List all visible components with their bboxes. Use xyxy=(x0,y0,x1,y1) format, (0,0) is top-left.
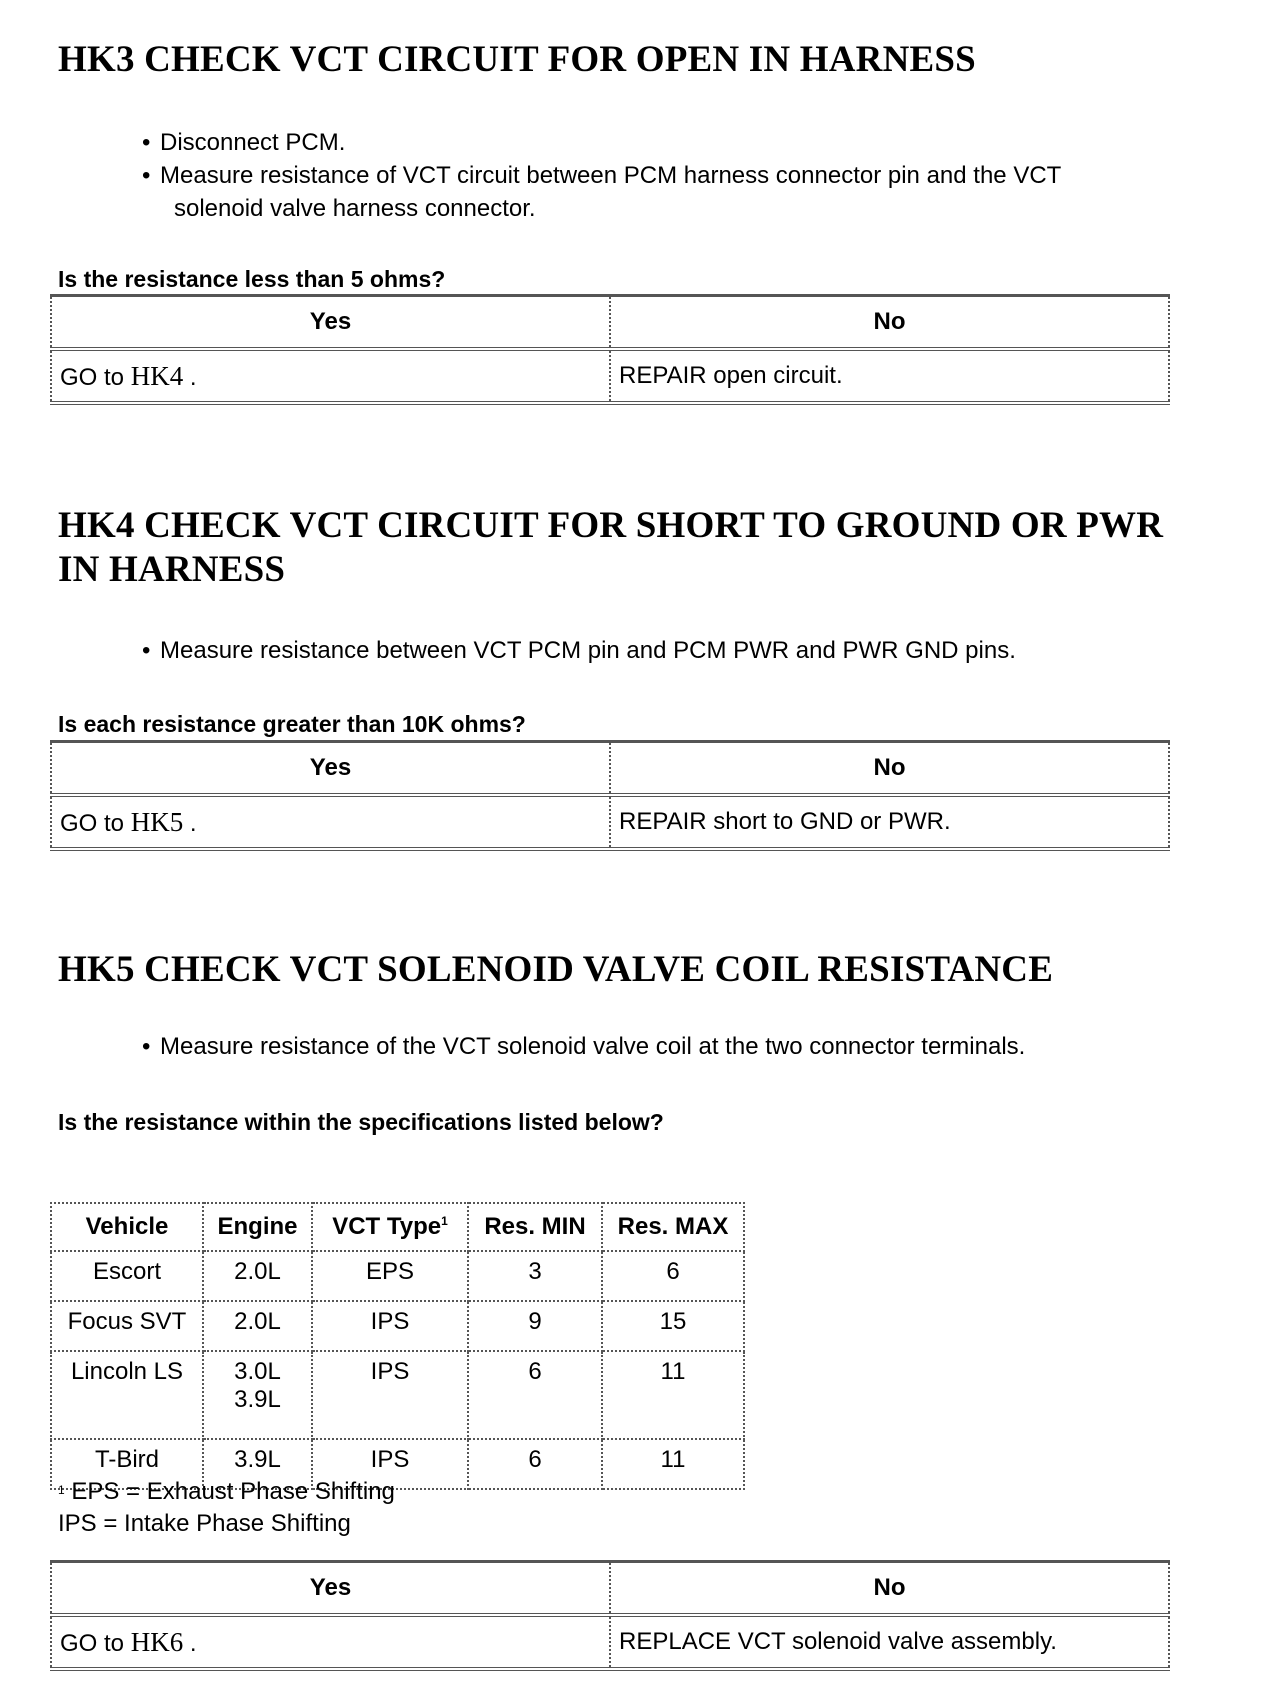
hk3-yes-header: Yes xyxy=(51,296,610,350)
hk5-link[interactable]: HK5 xyxy=(130,806,184,837)
hk4-decision-table xyxy=(50,740,1170,851)
footnote-line-1 xyxy=(58,1476,395,1508)
spec-res-min: 3 xyxy=(468,1251,602,1301)
hk5-yes-suffix: . xyxy=(189,1629,197,1657)
footnote-line-2: IPS = Intake Phase Shifting xyxy=(58,1510,351,1537)
spec-vct-type: IPS xyxy=(312,1351,468,1439)
hk5-no-header: No xyxy=(610,1562,1169,1616)
spec-vehicle: Escort xyxy=(51,1251,203,1301)
hk4-heading-line1: HK4 CHECK VCT CIRCUIT FOR SHORT TO GROUND OR PWR xyxy=(58,505,1164,546)
hk3-no-cell: REPAIR open circuit. xyxy=(610,349,1169,403)
hk3-step-2-line1: Measure resistance of VCT circuit between PCM harness connector pin and the VCT xyxy=(160,162,1062,189)
spec-row-focus-svt xyxy=(51,1301,744,1351)
spec-header-res-min: Res. MIN xyxy=(468,1203,602,1251)
hk4-yes-prefix: GO to xyxy=(60,809,125,837)
hk5-heading: HK5 CHECK VCT SOLENOID VALVE COIL RESISTANCE xyxy=(58,949,1054,990)
spec-engine-line1: 3.0L xyxy=(234,1358,281,1385)
spec-vct-type: IPS xyxy=(312,1439,468,1489)
spec-footnote xyxy=(58,1476,395,1540)
spec-header-vct-type xyxy=(312,1203,468,1251)
hk4-steps xyxy=(142,634,1016,667)
hk4-question: Is each resistance greater than 10K ohms? xyxy=(58,711,526,737)
hk6-link[interactable]: HK6 xyxy=(130,1626,184,1657)
spec-vct-type: EPS xyxy=(312,1251,468,1301)
spec-res-min: 6 xyxy=(468,1351,602,1439)
spec-res-max: 15 xyxy=(602,1301,744,1351)
spec-engine: 2.0L xyxy=(203,1301,312,1351)
hk5-no-cell: REPLACE VCT solenoid valve assembly. xyxy=(610,1615,1169,1669)
spec-res-min: 9 xyxy=(468,1301,602,1351)
footnote-eps: EPS = Exhaust Phase Shifting xyxy=(71,1478,395,1505)
hk3-steps xyxy=(142,126,1061,225)
spec-engine: 3.9L xyxy=(203,1439,312,1489)
hk4-no-cell: REPAIR short to GND or PWR. xyxy=(610,795,1169,849)
hk4-heading-line2: IN HARNESS xyxy=(58,549,286,590)
spec-header-engine: Engine xyxy=(203,1203,312,1251)
hk4-step-1: • Measure resistance between VCT PCM pin and PCM PWR and PWR GND pins. xyxy=(142,634,1016,667)
spec-header-res-max: Res. MAX xyxy=(602,1203,744,1251)
hk5-step-1: • Measure resistance of the VCT solenoid valve coil at the two connector terminals. xyxy=(142,1030,1025,1063)
spec-vehicle: T-Bird xyxy=(51,1439,203,1489)
hk3-decision-table xyxy=(50,294,1170,405)
hk5-steps xyxy=(142,1030,1025,1063)
hk3-heading: HK3 CHECK VCT CIRCUIT FOR OPEN IN HARNESS xyxy=(58,39,976,80)
spec-header-vehicle: Vehicle xyxy=(51,1203,203,1251)
spec-engine xyxy=(203,1351,312,1439)
hk5-question: Is the resistance within the specifications listed below? xyxy=(58,1109,664,1135)
hk3-step-1: • Disconnect PCM. xyxy=(142,126,1061,159)
hk5-yes-cell xyxy=(51,1615,610,1669)
spec-vct-type: IPS xyxy=(312,1301,468,1351)
hk4-link[interactable]: HK4 xyxy=(130,360,184,391)
hk3-question: Is the resistance less than 5 ohms? xyxy=(58,266,446,292)
footnote-marker: 1 xyxy=(441,1214,448,1228)
hk5-yes-header: Yes xyxy=(51,1562,610,1616)
hk3-yes-cell xyxy=(51,349,610,403)
spec-header-vct-type-label: VCT Type xyxy=(332,1213,442,1240)
hk3-yes-prefix: GO to xyxy=(60,363,125,391)
spec-res-max: 11 xyxy=(602,1351,744,1439)
vct-spec-table xyxy=(50,1202,745,1490)
hk4-heading xyxy=(58,504,1163,592)
hk3-no-header: No xyxy=(610,296,1169,350)
spec-vehicle: Lincoln LS xyxy=(51,1351,203,1439)
hk3-step-2-line2: solenoid valve harness connector. xyxy=(174,195,536,222)
hk4-yes-cell xyxy=(51,795,610,849)
hk4-yes-suffix: . xyxy=(189,809,197,837)
hk5-yes-prefix: GO to xyxy=(60,1629,125,1657)
footnote-line-marker: 1 xyxy=(58,1483,65,1497)
spec-engine-line2: 3.9L xyxy=(234,1386,281,1413)
spec-res-max: 6 xyxy=(602,1251,744,1301)
spec-res-min: 6 xyxy=(468,1439,602,1489)
hk3-step-2 xyxy=(142,159,1061,225)
hk5-decision-table xyxy=(50,1560,1170,1671)
spec-row-escort xyxy=(51,1251,744,1301)
hk4-yes-header: Yes xyxy=(51,742,610,796)
spec-vehicle: Focus SVT xyxy=(51,1301,203,1351)
spec-engine: 2.0L xyxy=(203,1251,312,1301)
hk3-yes-suffix: . xyxy=(189,363,197,391)
spec-row-lincoln-ls xyxy=(51,1351,744,1439)
spec-res-max: 11 xyxy=(602,1439,744,1489)
hk4-no-header: No xyxy=(610,742,1169,796)
